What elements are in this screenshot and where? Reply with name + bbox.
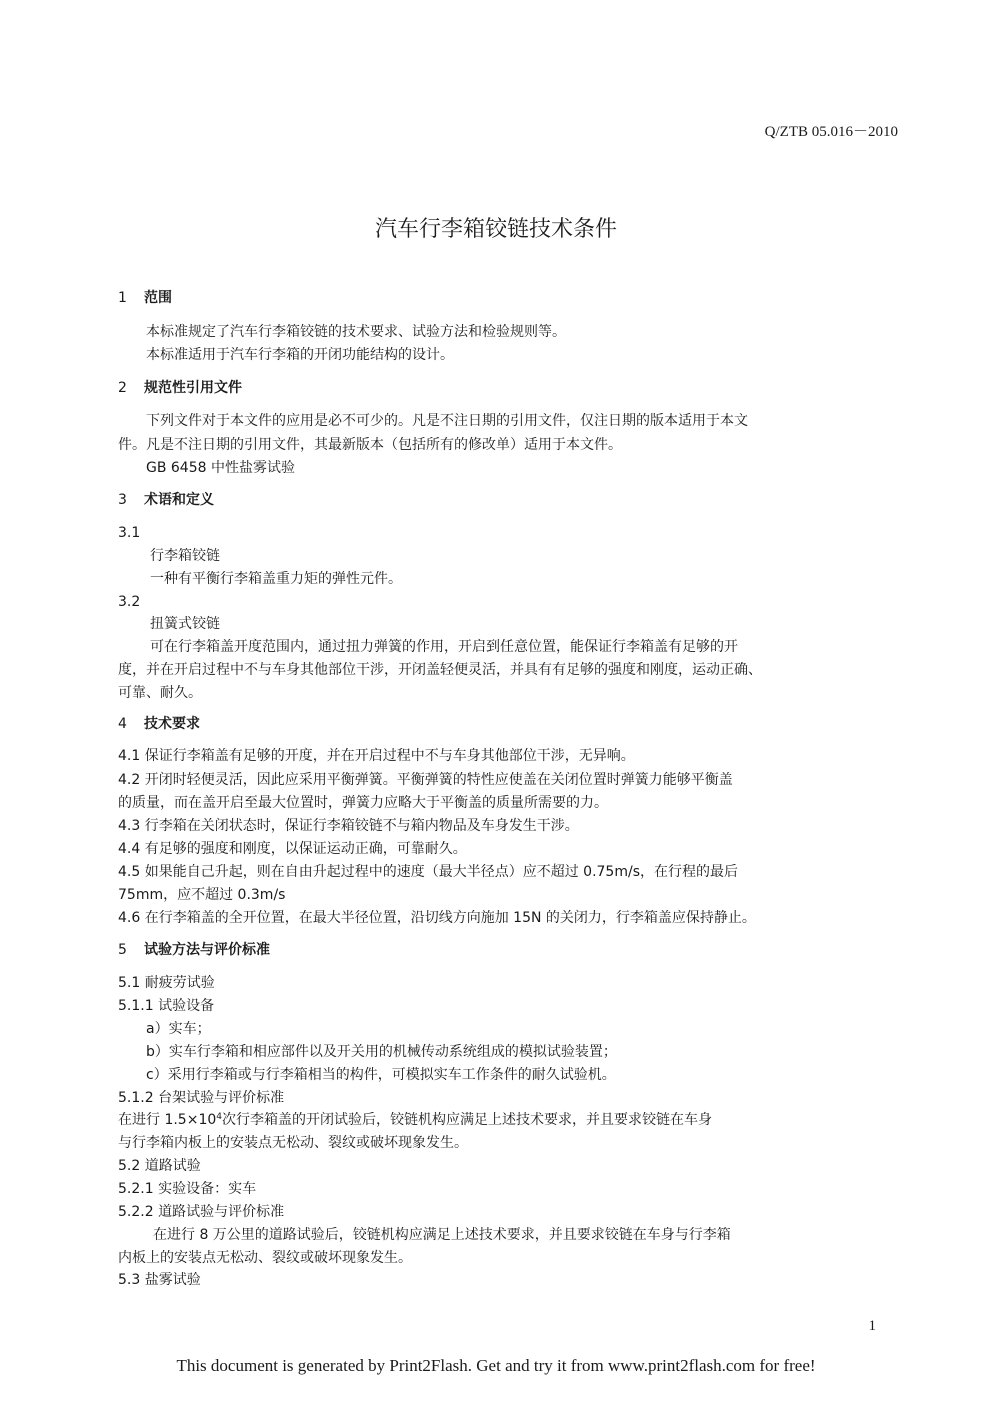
page-number: 1: [868, 1318, 876, 1334]
footer-notice: This document is generated by Print2Flash. Get and try it from www.print2flash.com for free!: [176, 1356, 816, 1375]
term-definition: 可靠、耐久。: [118, 685, 202, 701]
section-number: 5: [118, 942, 127, 958]
requirement-item: 4.6 在行李箱盖的全开位置，在最大半径位置，沿切线方向施加 15N 的关闭力，行李箱盖应保持静止。: [118, 910, 756, 926]
subsection-heading: 5.1.1 试验设备: [118, 998, 215, 1014]
requirement-item: 4.5 如果能自己升起，则在自由升起过程中的速度（最大半径点）应不超过 0.75m/s，在行程的最后: [118, 864, 738, 880]
section-3-heading: [118, 490, 214, 510]
list-item: a）实车；: [146, 1021, 211, 1037]
requirement-item: 4.4 有足够的强度和刚度，以保证运动正确，可靠耐久。: [118, 841, 467, 857]
section-2-heading: [118, 378, 242, 398]
paragraph: 本标准适用于汽车行李箱的开闭功能结构的设计。: [146, 347, 454, 363]
term-number: 3.1: [118, 525, 141, 541]
section-4-heading: [118, 714, 200, 734]
list-item: c）采用行李箱或与行李箱相当的构件，可模拟实车工作条件的耐久试验机。: [146, 1067, 616, 1083]
paragraph: [118, 1110, 712, 1130]
term-number: 3.2: [118, 594, 141, 610]
subsection-heading: 5.2 道路试验: [118, 1158, 201, 1174]
document-title: 汽车行李箱铰链技术条件: [374, 217, 617, 242]
section-1-heading: [118, 288, 172, 308]
term-definition: 可在行李箱盖开度范围内，通过扭力弹簧的作用，开启到任意位置，能保证行李箱盖有足够的开: [150, 639, 738, 655]
section-title: 术语和定义: [144, 492, 214, 508]
paragraph: 本标准规定了汽车行李箱铰链的技术要求、试验方法和检验规则等。: [146, 324, 566, 340]
superscript: 4: [216, 1112, 222, 1122]
paragraph: 下列文件对于本文件的应用是必不可少的。凡是不注日期的引用文件，仅注日期的版本适用于本文: [146, 413, 748, 429]
subsection-heading: 5.1.2 台架试验与评价标准: [118, 1090, 285, 1106]
subsection-heading: 5.3 盐雾试验: [118, 1272, 201, 1288]
list-item: b）实车行李箱和相应部件以及开关用的机械传动系统组成的模拟试验装置；: [146, 1044, 617, 1060]
requirement-item: 4.3 行李箱在关闭状态时，保证行李箱铰链不与箱内物品及车身发生干涉。: [118, 818, 579, 834]
section-title: 技术要求: [144, 716, 200, 732]
section-number: 1: [118, 290, 127, 306]
paragraph: 与行李箱内板上的安装点无松动、裂纹或破坏现象发生。: [118, 1135, 468, 1151]
term-definition: 一种有平衡行李箱盖重力矩的弹性元件。: [150, 571, 402, 587]
text: 在进行 1.5×10: [118, 1112, 217, 1128]
section-number: 4: [118, 716, 127, 732]
term-name: 扭簧式铰链: [150, 616, 220, 632]
section-title: 试验方法与评价标准: [144, 942, 270, 958]
section-title: 范围: [144, 290, 172, 306]
document-code: Q/ZTB 05.016－2010: [764, 124, 898, 140]
term-definition: 度，并在开启过程中不与车身其他部位干涉，开闭盖轻便灵活，并具有有足够的强度和刚度，运动正确、: [118, 662, 762, 678]
requirement-item: 4.1 保证行李箱盖有足够的开度，并在开启过程中不与车身其他部位干涉，无异响。: [118, 748, 635, 764]
text: 次行李箱盖的开闭试验后，铰链机构应满足上述技术要求，并且要求铰链在车身: [222, 1112, 712, 1128]
term-name: 行李箱铰链: [150, 548, 220, 564]
subsection-heading: 5.2.2 道路试验与评价标准: [118, 1204, 285, 1220]
normative-reference: GB 6458 中性盐雾试验: [146, 460, 295, 476]
subsection-heading: 5.1 耐疲劳试验: [118, 975, 215, 991]
section-5-heading: [118, 940, 270, 960]
requirement-item: 75mm，应不超过 0.3m/s: [118, 887, 286, 903]
section-title: 规范性引用文件: [144, 380, 242, 396]
paragraph: 件。凡是不注日期的引用文件，其最新版本（包括所有的修改单）适用于本文件。: [118, 437, 622, 453]
paragraph: 内板上的安装点无松动、裂纹或破坏现象发生。: [118, 1250, 412, 1266]
subsection-heading: 5.2.1 实验设备：实车: [118, 1181, 257, 1197]
paragraph: 在进行 8 万公里的道路试验后，铰链机构应满足上述技术要求，并且要求铰链在车身与行李箱: [153, 1227, 731, 1243]
section-number: 2: [118, 380, 127, 396]
section-number: 3: [118, 492, 127, 508]
requirement-item: 的质量，而在盖开启至最大位置时，弹簧力应略大于平衡盖的质量所需要的力。: [118, 795, 608, 811]
requirement-item: 4.2 开闭时轻便灵活，因此应采用平衡弹簧。平衡弹簧的特性应使盖在关闭位置时弹簧力能够平衡盖: [118, 772, 733, 788]
